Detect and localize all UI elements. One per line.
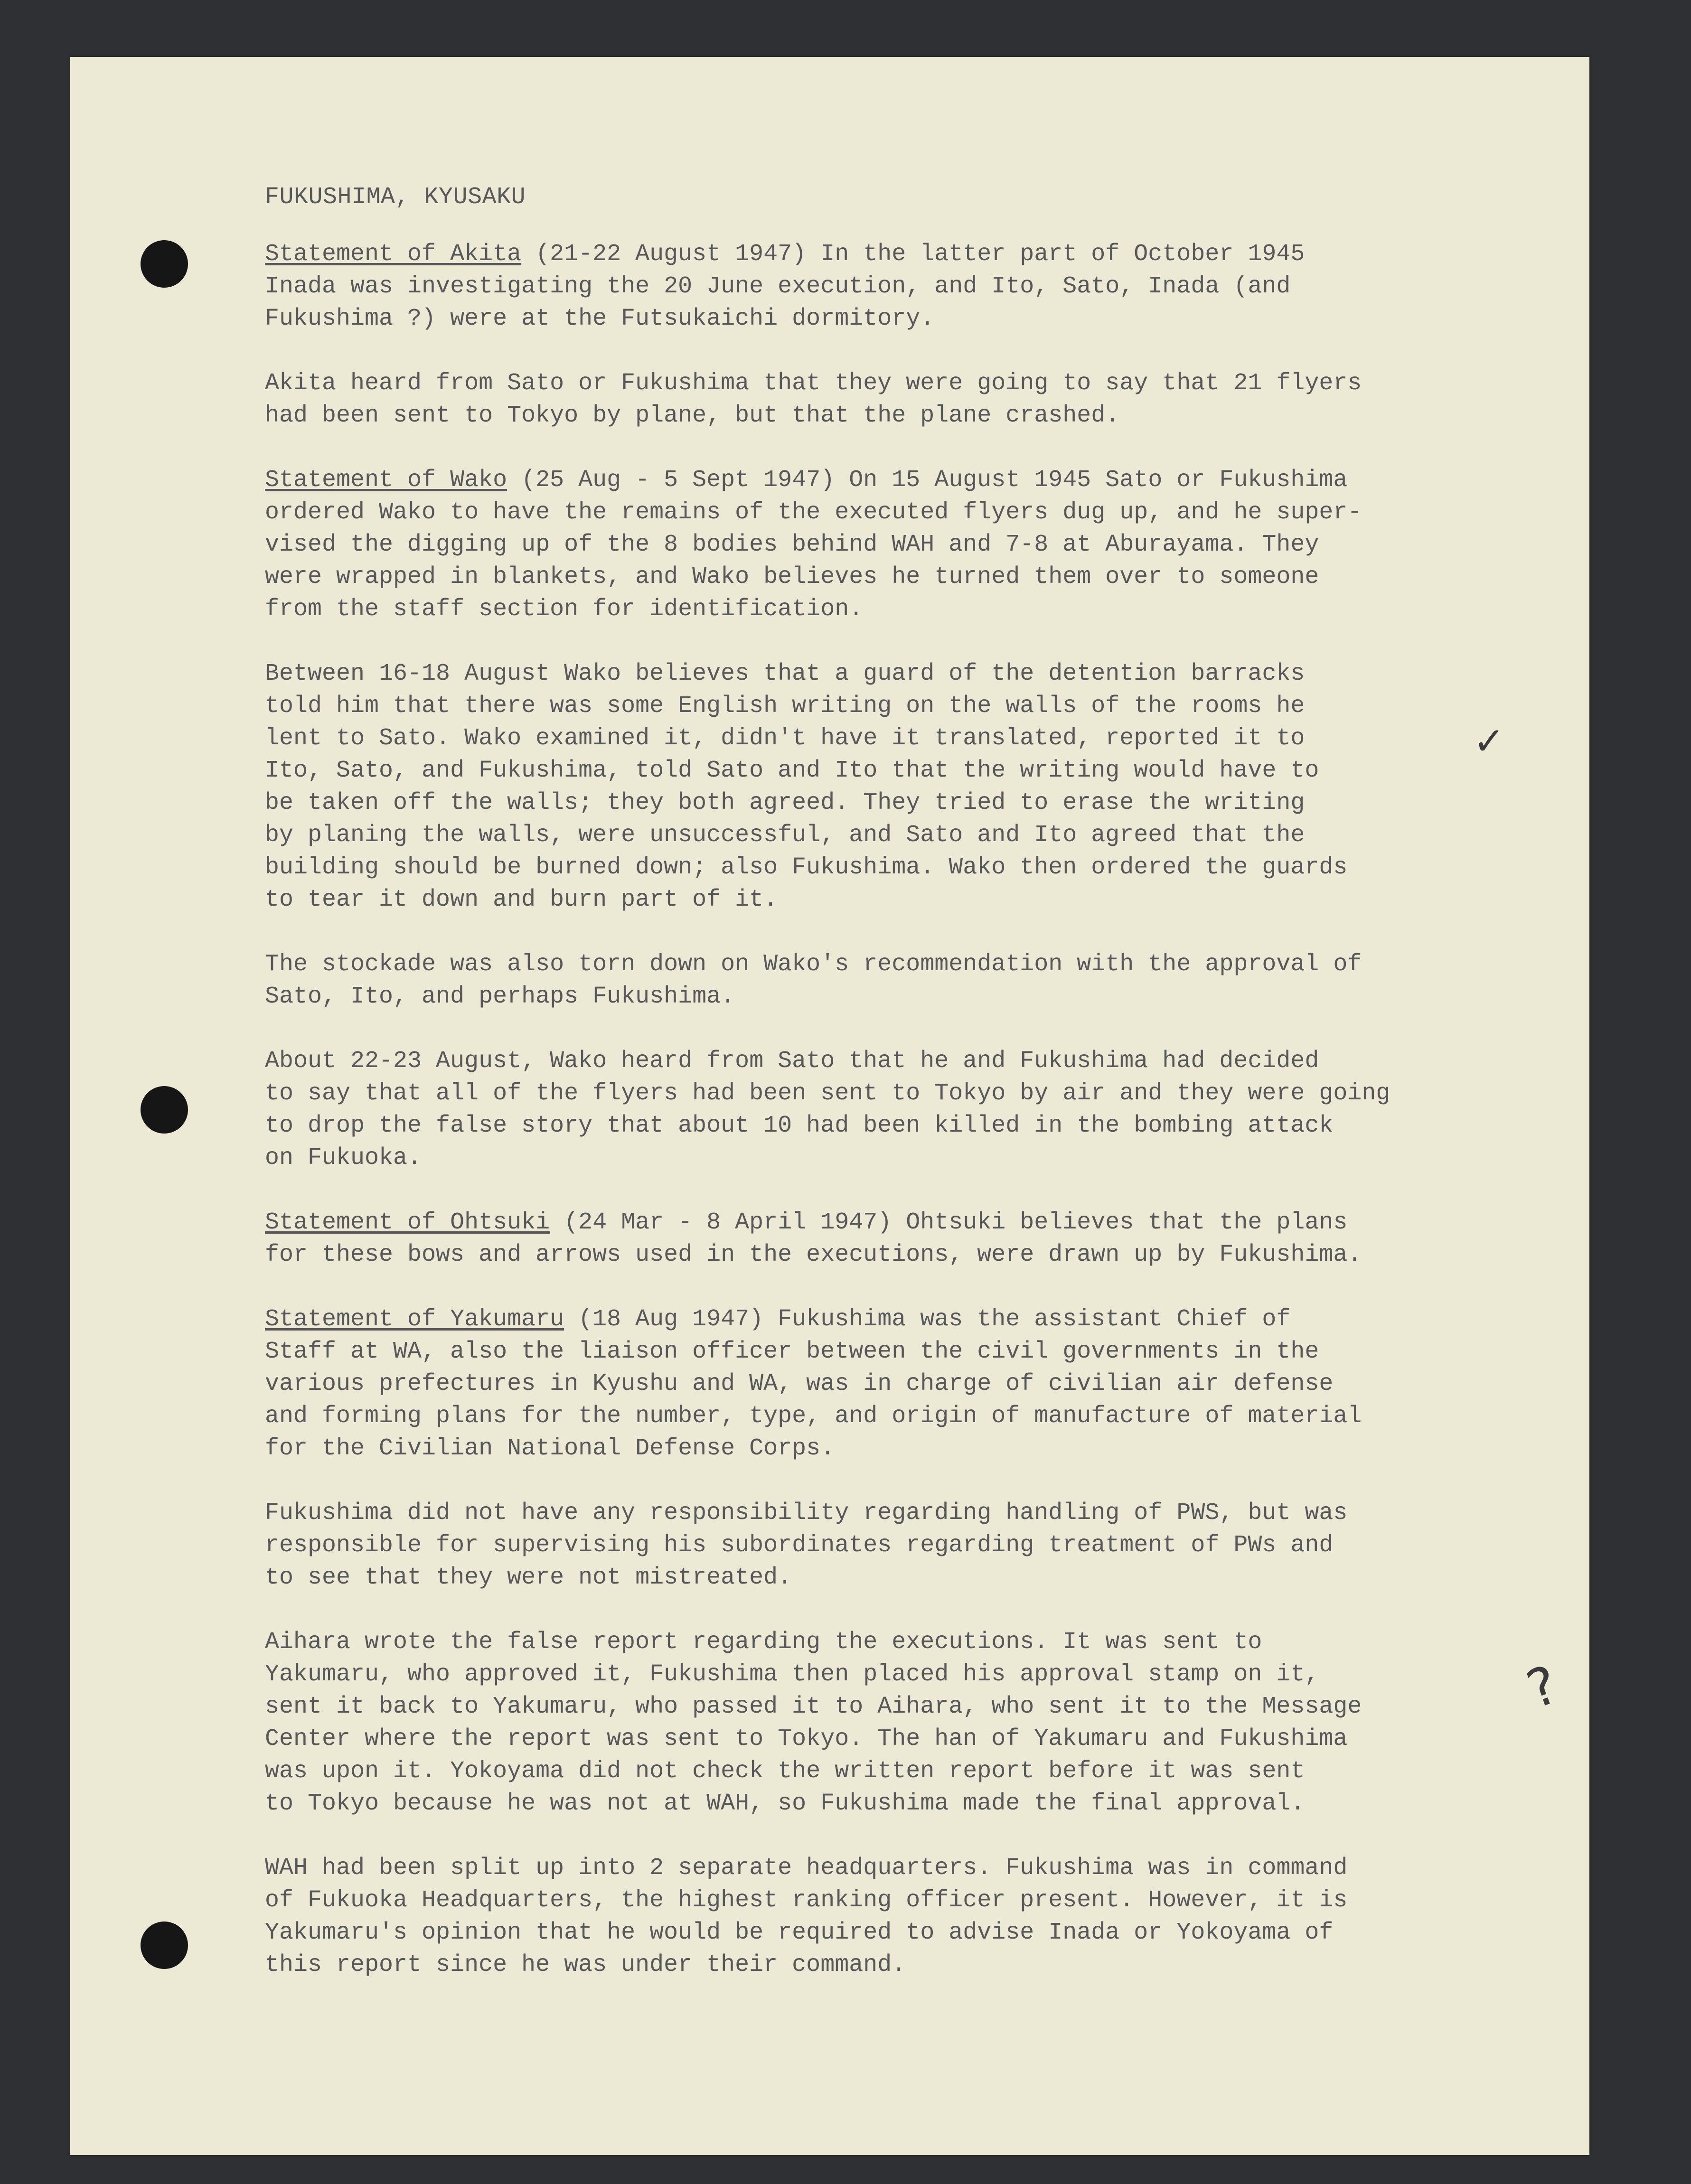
paragraph-text: Akita heard from Sato or Fukushima that they were going to say that 21 flyers had been sent to Tokyo by plane, but that the plane crashed.	[265, 370, 1362, 429]
paragraph-ohtsuki-statement	[265, 1207, 1613, 1271]
paragraph-text: (25 Aug - 5 Sept 1947) On 15 August 1945 Sato or Fukushima ordered Wako to have the remains of the executed flyers dug up, and he super- vised the digging up of the 8 bodies behind WAH and 7-8 at Aburayama. They were wrapped in blankets, and Wako believes he turned them over to someone from the staff section for identification.	[265, 467, 1362, 623]
paragraph	[265, 1045, 1613, 1174]
paragraph-akita-statement	[265, 238, 1613, 335]
paragraph-text: WAH had been split up into 2 separate headquarters. Fukushima was in command of Fukuoka Headquarters, the highest ranking officer present. However, it is Yakumaru's opinion that he would be required to advise Inada or Yokoyama of this report since he was under their command.	[265, 1855, 1348, 1978]
statement-lead: Statement of Akita	[265, 241, 522, 268]
statement-lead: Statement of Wako	[265, 467, 507, 494]
punch-hole-middle	[141, 1086, 188, 1134]
paragraph-text: (18 Aug 1947) Fukushima was the assistant Chief of Staff at WA, also the liaison officer between the civil governments in the various prefectures in Kyushu and WA, was in charge of civilian air defense and forming plans for the number, type, and origin of manufacture of material for the Civilian National Defense Corps.	[265, 1306, 1362, 1462]
punch-hole-bottom	[141, 1922, 188, 1969]
document-body	[265, 181, 1613, 2014]
paragraph	[265, 1626, 1613, 1820]
paragraph	[265, 1497, 1613, 1594]
statement-lead: Statement of Ohtsuki	[265, 1209, 550, 1236]
handwritten-note-annotation: ?	[1519, 1653, 1566, 1721]
paragraph-yakumaru-statement	[265, 1303, 1613, 1465]
paragraph-text: About 22-23 August, Wako heard from Sato that he and Fukushima had decided to say that all of the flyers had been sent to Tokyo by air and they were going to drop the false story that about 10 had been killed in the bombing attack on Fukuoka.	[265, 1048, 1390, 1172]
paragraph-text: (21-22 August 1947) In the latter part of October 1945 Inada was investigating the 20 June execution, and Ito, Sato, Inada (and Fukushima ?) were at the Futsukaichi dormitory.	[265, 241, 1305, 332]
paragraph-text: Fukushima did not have any responsibility regarding handling of PWS, but was responsible for supervising his subordinates regarding treatment of PWs and to see that they were not mistreated.	[265, 1500, 1348, 1591]
document-page	[70, 57, 1589, 2155]
paragraph	[265, 367, 1613, 432]
punch-hole-top	[141, 240, 188, 288]
paragraph	[265, 1852, 1613, 1981]
checkmark-annotation: ✓	[1473, 719, 1505, 763]
page-heading: FUKUSHIMA, KYUSAKU	[265, 184, 526, 211]
statement-lead: Statement of Yakumaru	[265, 1306, 564, 1333]
paragraph-text: (24 Mar - 8 April 1947) Ohtsuki believes that the plans for these bows and arrows used in the executions, were drawn up by Fukushima.	[265, 1209, 1362, 1268]
paragraph-text: Aihara wrote the false report regarding the executions. It was sent to Yakumaru, who approved it, Fukushima then placed his approval stamp on it, sent it back to Yakumaru, who passed it to Aihara, who sent it to the Message Center where the report was sent to Tokyo. The han of Yakumaru and Fukushima was upon it. Yokoyama did not check the written report before it was sent to Tokyo because he was not at WAH, so Fukushima made the final approval.	[265, 1629, 1362, 1817]
paragraph-wako-statement	[265, 464, 1613, 626]
paragraph-text: The stockade was also torn down on Wako's recommendation with the approval of Sato, Ito, and perhaps Fukushima.	[265, 951, 1362, 1010]
paragraph	[265, 948, 1613, 1013]
paragraph-text: Between 16-18 August Wako believes that a guard of the detention barracks told him that there was some English writing on the walls of the rooms he lent to Sato. Wako examined it, didn't have it translated, reported it to Ito, Sato, and Fukushima, told Sato and Ito that the writing would have to be taken off the walls; they both agreed. They tried to erase the writing by planing the walls, were unsuccessful, and Sato and Ito agreed that the building should be burned down; also Fukushima. Wako then ordered the guards to tear it down and burn part of it.	[265, 660, 1348, 913]
paragraph	[265, 658, 1613, 916]
